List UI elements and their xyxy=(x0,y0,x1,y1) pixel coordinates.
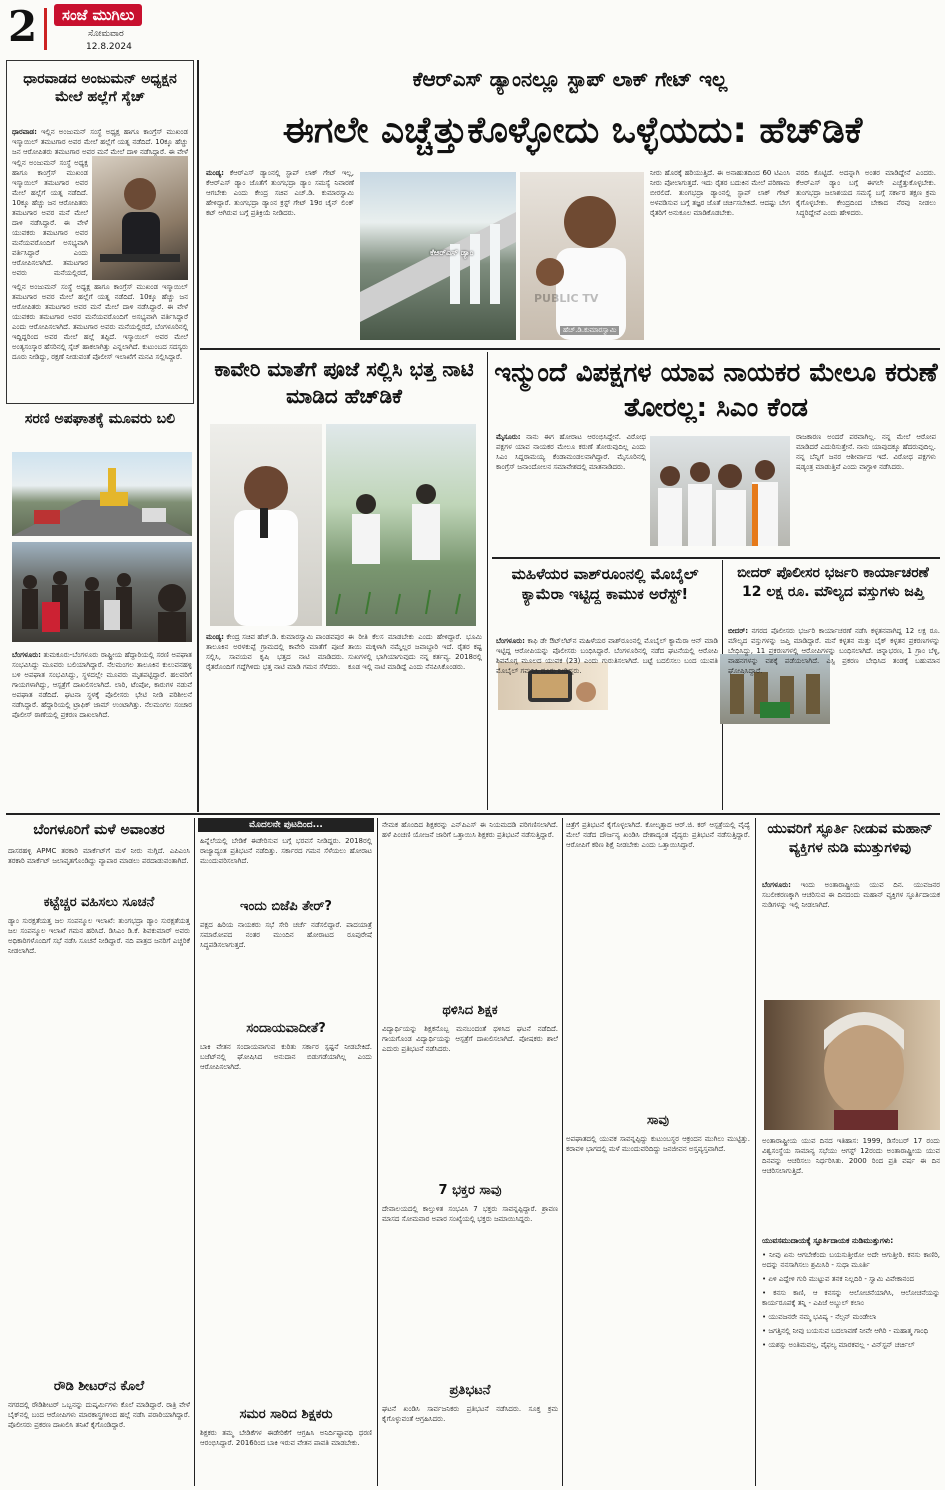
death-body-2: ಅಪಘಾತದಲ್ಲಿ ಯುವಕ ಸಾವನ್ನಪ್ಪಿದ್ದು ಕುಟುಂಬಸ್ಥರ ಆಕ್ರಂದನ ಮುಗಿಲು ಮುಟ್ಟಿತ್ತು. ಕರಾವಳಿ ಭಾಗದಲ್ಲಿ ಮಳೆ ಮುಂದುವರಿದಿದ್ದು ಜನಜೀವನ ಅಸ್ತವ್ಯಸ್ತವಾಗಿದೆ. xyxy=(566,1135,750,1153)
cm-text-1: ನಾನು ಈಗ ಹೋರಾಟ ಆರಂಭಿಸಿದ್ದೇನೆ. ವಿರೋಧ ಪಕ್ಷಗಳ ಯಾವ ನಾಯಕರ ಮೇಲೂ ಕರುಣೆ ತೋರುವುದಿಲ್ಲ ಎಂದು ಸಿಎಂ ಸಿದ್ದರಾಮಯ್ಯ ಕೆಂಡಾಮಂಡಲವಾಗಿದ್ದಾರೆ. ಮೈಸೂರಿನಲ್ಲಿ ಕಾಂಗ್ರೆಸ್ ಜನಾಂದೋಲನ ಸಮಾವೇಶದಲ್ಲಿ ಮಾತನಾಡಿದರು. xyxy=(496,433,646,471)
lead-text-3: ವರದಿ ಕೊಟ್ಟಿದೆ. ಅದನ್ನಾಗಿ ಅಂತರ ಮಾಡಿದ್ದೇನೆ ಎಂದರು. ಕೆಆರ್‌ಎಸ್ ಡ್ಯಾಂ ಬಗ್ಗೆ ಈಗಲೇ ಎಚ್ಚೆತ್ತುಕೊಳ್ಳಬೇಕು. ತುಂಗಭದ್ರಾ ಜಲಾಶಯದ ಸಮಸ್ಯೆ ಬಗ್ಗೆ ಸರ್ಕಾರ ತಕ್ಷಣ ಕ್ರಮ ಕೈಗೊಳ್ಳಬೇಕು. ಕೇಂದ್ರದಿಂದ ಬೇಕಾದ ನೆರವು ನೀಡಲು ಸಿದ್ಧರಿದ್ದೇವೆ ಎಂದು ಹೇಳಿದರು. xyxy=(796,169,936,217)
accident-photo-1 xyxy=(12,452,192,536)
cm-headline: ಇನ್ಮುಂದೆ ವಿಪಕ್ಷಗಳ ಯಾವ ನಾಯಕರ ಮೇಲೂ ಕರುಣೆ ತೋರಲ್ಲ: ಸಿಎಂ ಕೆಂಡ xyxy=(494,358,938,423)
continued-body-2: ಪಕ್ಷದ ಹಿರಿಯ ನಾಯಕರು ಸಭೆ ಸೇರಿ ಚರ್ಚೆ ನಡೆಸಲಿದ್ದಾರೆ. ಪಾದಯಾತ್ರೆ ಸಮಾರೋಪದ ನಂತರ ಮುಂದಿನ ಹೋರಾಟದ ರೂಪುರೇಷೆ ಸಿದ್ಧಪಡಿಸಲಾಗುತ್ತದೆ. xyxy=(200,921,372,949)
dharwad-body-top xyxy=(12,127,188,157)
lead-bottom-rule xyxy=(200,348,940,350)
lead-col-2 xyxy=(650,168,790,344)
accident-dateline: ಬೆಂಗಳೂರು: xyxy=(12,651,41,659)
bottom-divider-1 xyxy=(194,818,195,1486)
camera-dateline: ಬೆಂಗಳೂರು: xyxy=(496,637,525,645)
teacher-sub1: ಥಳಿಸಿದ ಶಿಕ್ಷಕ xyxy=(442,1003,498,1018)
rain-sub2: ರೌಡಿ ಶೀಟರ್‌ನ ಕೊಲೆ xyxy=(53,1379,145,1394)
death-body-1: ಚಿತ್ರೆಗೆ ಪ್ರತಿಭಟನೆ ಕೈಗೊಳ್ಳಲಾಗಿದೆ. ಕೋಲ್ಕತ್ತಾದ ಆರ್.ಜಿ. ಕರ್ ಆಸ್ಪತ್ರೆಯಲ್ಲಿ ವೈದ್ಯೆ ಮೇಲೆ ನಡೆದ ದೌರ್ಜನ್ಯ ಖಂಡಿಸಿ ದೇಶಾದ್ಯಂತ ವೈದ್ಯರು ಪ್ರತಿಭಟನೆ ನಡೆಸುತ್ತಿದ್ದಾರೆ. ಆರೋಪಿಗೆ ಕಠಿಣ ಶಿಕ್ಷೆ ನೀಡಬೇಕು ಎಂದು ಒತ್ತಾಯಿಸಿದ್ದಾರೆ. xyxy=(566,821,750,849)
lead-col-1 xyxy=(206,168,354,344)
cm-photo xyxy=(650,436,790,546)
quote-item: • ಯಶಸ್ಸು ಅಂತಿಮವಲ್ಲ, ವೈಫಲ್ಯ ಮಾರಕವಲ್ಲ - ವಿನ್‌ಸ್ಟನ್ ಚರ್ಚಿಲ್ xyxy=(762,1341,915,1349)
fold-rule xyxy=(6,813,940,815)
sudha-intro xyxy=(762,880,940,996)
continued-sub1: ಇಂದು ಬಿಜೆಪಿ ತೇರ್? xyxy=(240,899,332,914)
bottom-divider-4 xyxy=(755,818,756,1486)
rain-sub2-body: ನಗರದಲ್ಲಿ ರೌಡಿಶೀಟರ್ ಒಬ್ಬನನ್ನು ದುಷ್ಕರ್ಮಿಗಳು ಕೊಲೆ ಮಾಡಿದ್ದಾರೆ. ರಾತ್ರಿ ವೇಳೆ ಬೈಕ್‌ನಲ್ಲಿ ಬಂದ ಆರೋಪಿಗಳು ಮಾರಕಾಸ್ತ್ರಗಳಿಂದ ಹಲ್ಲೆ ನಡೆಸಿ ಪರಾರಿಯಾಗಿದ್ದಾರೆ. ಪೊಲೀಸರು ಪ್ರಕರಣ ದಾಖಲಿಸಿ ತನಿಖೆ ಕೈಗೊಂಡಿದ್ದಾರೆ. xyxy=(8,1401,190,1429)
dam-photo-caption: ಕೆಆರ್‌ಎಸ್ ಡ್ಯಾಂ xyxy=(430,248,474,257)
teacher-body-3: ದೇವಾಲಯದಲ್ಲಿ ಕಾಲ್ತುಳಿತ ಸಂಭವಿಸಿ 7 ಭಕ್ತರು ಸಾವನ್ನಪ್ಪಿದ್ದಾರೆ. ಶ್ರಾವಣ ಮಾಸದ ಸೋಮವಾರ ಅಪಾರ ಸಂಖ್ಯೆಯಲ್ಲಿ ಭಕ್ತರು ಜಮಾಯಿಸಿದ್ದರು. xyxy=(382,1205,558,1223)
teacher-body-1: ನೇಮಕ ಹೊಂದಿದ ಶಿಕ್ಷಕರನ್ನು ಎನ್‌ಪಿಎಸ್ ಈ ನಿಯಮದಡಿ ಪರಿಗಣಿಸಲಾಗಿದೆ. ಹಳೆ ಪಿಂಚಣಿ ಯೋಜನೆ ಜಾರಿಗೆ ಒತ್ತಾಯಿಸಿ ಶಿಕ್ಷಕರು ಪ್ರತಿಭಟನೆ ನಡೆಸುತ್ತಿದ್ದಾರೆ. xyxy=(382,821,558,839)
lead-kicker: ಕೆಆರ್‌ಎಸ್ ಡ್ಯಾಂನಲ್ಲೂ ಸ್ಟಾಪ್ ಲಾಕ್ ಗೇಟ್ ಇಲ್ಲ xyxy=(412,67,728,91)
bidar-headline: ಬೀದರ್ ಪೊಲೀಸರ ಭರ್ಜರಿ ಕಾರ್ಯಾಚರಣೆ 12 ಲಕ್ಷ ರೂ. ಮೌಲ್ಯದ ವಸ್ತುಗಳು ಜಪ್ತಿ xyxy=(737,565,929,600)
cm-bottom-rule xyxy=(492,557,940,559)
accident-headline: ಸರಣಿ ಅಪಘಾತಕ್ಕೆ ಮೂವರು ಬಲಿ xyxy=(24,411,176,427)
sudha-headline: ಯುವರಿಗೆ ಸ್ಫೂರ್ತಿ ನೀಡುವ ಮಹಾನ್ ವ್ಯಕ್ತಿಗಳ ನುಡಿ ಮುತ್ತುಗಳಿವು xyxy=(767,821,933,856)
bottom-divider-3 xyxy=(562,818,563,1486)
hdk-photo-caption: ಹೆಚ್.ಡಿ.ಕುಮಾರಸ್ವಾಮಿ xyxy=(560,326,619,335)
sudha-quotes-list xyxy=(762,1250,940,1486)
accident-photo-2 xyxy=(12,542,192,642)
continued-body-4: ಶಿಕ್ಷಕರು ತಮ್ಮ ಬೇಡಿಕೆಗಳ ಈಡೇರಿಕೆಗೆ ಆಗ್ರಹಿಸಿ ಅನಿರ್ದಿಷ್ಟಾವಧಿ ಧರಣಿ ಆರಂಭಿಸಿದ್ದಾರೆ. 2016ರಿಂದ ಬಾಕಿ ಇರುವ ವೇತನ ಪಾವತಿ ಮಾಡಬೇಕು. xyxy=(200,1429,372,1447)
camera-body xyxy=(496,636,718,810)
cauvery-photo-2 xyxy=(326,424,476,626)
road-scene-icon xyxy=(12,452,192,536)
cauvery-divider xyxy=(487,352,488,810)
death-sub1: ಸಾವು xyxy=(646,1113,670,1128)
teacher-sub3: ಪ್ರತಿಭಟನೆ xyxy=(449,1383,491,1398)
page-number: 2 xyxy=(8,2,38,51)
quote-item: • ನೀವು ಏನು ಆಗಬೇಕೆಂದು ಬಯಸುತ್ತೀರೋ ಅದೇ ಆಗುತ್ತೀರಿ. ಕನಸು ಕಾಣಿರಿ, ಅದನ್ನು ನನಸಾಗಿಸಲು ಶ್ರಮಿಸಿರಿ - ಸುಧಾ ಮೂರ್ತಿ xyxy=(762,1251,940,1269)
cauvery-headline: ಕಾವೇರಿ ಮಾತೆಗೆ ಪೂಜೆ ಸಲ್ಲಿಸಿ ಭತ್ತ ನಾಟಿ ಮಾಡಿದ ಹೆಚ್‌ಡಿಕೆ xyxy=(214,357,474,408)
sudha-history: ಅಂತಾರಾಷ್ಟ್ರೀಯ ಯುವ ದಿನದ ಇತಿಹಾಸ: 1999, ಡಿಸೆಂಬರ್ 17 ರಂದು ವಿಶ್ವಸಂಸ್ಥೆಯ ಸಾಮಾನ್ಯ ಸಭೆಯು ಆಗಸ್ಟ್ 12ರಂದು ಅಂತಾರಾಷ್ಟ್ರೀಯ ಯುವ ದಿನವನ್ನು ಆಚರಿಸಲು ನಿರ್ಧರಿಸಿತು. 2000 ರಿಂದ ಪ್ರತಿ ವರ್ಷ ಈ ದಿನ ಆಚರಿಸಲಾಗುತ್ತಿದೆ. xyxy=(762,1137,940,1175)
cm-col-1 xyxy=(496,432,646,552)
cauvery-photo-1 xyxy=(210,424,322,626)
teacher-sub2: 7 ಭಕ್ತರ ಸಾವು xyxy=(438,1183,502,1198)
speaker-mic-icon xyxy=(210,424,322,626)
bottom-divider-2 xyxy=(377,818,378,1486)
leaders-icon xyxy=(650,436,790,546)
lead-dam-photo xyxy=(360,172,516,340)
masthead-day: ಸೋಮವಾರ xyxy=(88,29,124,39)
lead-text-2: ನೀರು ಹೊರಕ್ಕೆ ಹರಿಯುತ್ತಿದೆ. ಈ ಅನಾಹುತದಿಂದ 60 ಟಿಎಂಸಿ ನೀರು ಪೋಲಾಗುತ್ತದೆ. ಇದು ರೈತರ ಬದುಕಿನ ಮೇಲೆ ಪರಿಣಾಮ ಬೀರಲಿದೆ. ತುಂಗಭದ್ರಾ ಡ್ಯಾಂನಲ್ಲಿ ಸ್ಟಾಪ್ ಲಾಕ್ ಗೇಟ್ ಅಳವಡಿಸುವ ಬಗ್ಗೆ ತಜ್ಞರ ಜೊತೆ ಚರ್ಚಿಸಬೇಕಿದೆ. ಆದಷ್ಟು ಬೇಗ ರೈತರಿಗೆ ಅನುಕೂಲ ಮಾಡಿಕೊಡಬೇಕು. xyxy=(650,169,790,217)
rain-sub1-body: ಡ್ಯಾಂ ಸುರಕ್ಷತೆಯತ್ತ ಜಲ ಸಂಪನ್ಮೂಲ ಇಲಾಖೆ: ತುಂಗಭದ್ರಾ ಡ್ಯಾಂ ಸುರಕ್ಷತೆಯತ್ತ ಜಲ ಸಂಪನ್ಮೂಲ ಇಲಾಖೆ ಗಮನ ಹರಿಸಿದೆ. ಡಿಸಿಎಂ ಡಿ.ಕೆ. ಶಿವಕುಮಾರ್ ಅವರು ಅಧಿಕಾರಿಗಳೊಂದಿಗೆ ಸಭೆ ನಡೆಸಿ ಸೂಚನೆ ನೀಡಿದ್ದಾರೆ. ನದಿ ಪಾತ್ರದ ಜನರಿಗೆ ಎಚ್ಚರಿಕೆ ನೀಡಲಾಗಿದೆ. xyxy=(8,917,190,955)
dharwad-text-c: ಇಲ್ಲಿನ ಅಂಜುಮನ್ ಸಂಸ್ಥೆ ಅಧ್ಯಕ್ಷ ಹಾಗೂ ಕಾಂಗ್ರೆಸ್ ಮುಖಂಡ ಇಸ್ಮಾಯಿಲ್ ತಮಟಗಾರ ಅವರ ಮೇಲೆ ಹಲ್ಲೆಗೆ ಯತ್ನ ನಡೆದಿದೆ. 10ಕ್ಕೂ ಹೆಚ್ಚು ಜನ ಆರೋಪಿತರು ತಮಟಗಾರ ಅವರ ಮನೆ ಮೇಲೆ ದಾಳಿ ನಡೆಸಿದ್ದಾರೆ. ಈ ವೇಳೆ ಯುವಕರು ತಮಟಗಾರ ಅವರ ಮನೆಯವರೊಂದಿಗೆ ಅಸಭ್ಯವಾಗಿ ವರ್ತಿಸಿದ್ದಾರೆ ಎಂದು ಆರೋಪಿಸಲಾಗಿದೆ. ತಮಟಗಾರ ಅವರು ಮನೆಯಲ್ಲಿರದೆ, ಬೆಂಗಳೂರಿನಲ್ಲಿ ಇದ್ದಿದ್ದರಿಂದ ಅವರ ಮೇಲೆ ಹಲ್ಲೆ ತಪ್ಪಿದೆ. ಇಸ್ಮಾಯಿಲ್ ಅವರ ಮೇಲೆ ಅಂತ್ಯಸಂಸ್ಕಾರ ಹೆಸರಿನಲ್ಲಿ ಸ್ಕೆಚ್ ಹಾಕಲಾಗಿತ್ತು ಎನ್ನಲಾಗಿದೆ. ಕುಟುಂಬದ ಸದಸ್ಯರು ದೂರು ನೀಡಿದ್ದು, ರಕ್ಷಣೆ ನೀಡುವಂತೆ ಪೊಲೀಸ್ ಇಲಾಖೆಗೆ ಮನವಿ ಸಲ್ಲಿಸಿದ್ದಾರೆ. xyxy=(12,283,188,361)
continued-sub2: ಸಂದಾಯವಾದೀತೆ? xyxy=(246,1021,326,1036)
dharwad-dateline: ಧಾರವಾಡ: xyxy=(12,128,37,136)
accident-body xyxy=(12,650,192,806)
cauvery-text-2: ಈ ರೀತಿ ಕೆಲಸ ಮಾಡಬೇಕು ಎಂದು ಹೇಳಿದ್ದಾರೆ. ಭೂಮಿ ತಾಯಿ ಮಕ್ಕಳಾಗಿ ನಮ್ಮೆಲ್ಲರ ಜವಾಬ್ದಾರಿ ಇದೆ. ರೈತರ ಕಷ್ಟ ಸುಖಗಳಲ್ಲಿ ಭಾಗಿಯಾಗುವುದು ನನ್ನ ಕರ್ತವ್ಯ. 2018ರಲ್ಲಿ ಕೂಡ ಇಲ್ಲಿ ನಾಟಿ ಮಾಡಿದ್ದೆ ಎಂದು ನೆನಪಿಸಿಕೊಂಡರು. xyxy=(348,633,482,671)
cm-text-2: ರಾಜಕಾರಣ ಅಂದರೆ ಪರವಾಗಿಲ್ಲ. ನನ್ನ ಮೇಲೆ ಆರೋಪ ಮಾಡಿದರೆ ಎದುರಿಸುತ್ತೇನೆ. ನಾನು ಯಾವುದಕ್ಕೂ ಹೆದರುವುದಿಲ್ಲ. ನನ್ನ ಬೆನ್ನಿಗೆ ಜನರ ಆಶೀರ್ವಾದ ಇದೆ. ವಿರೋಧ ಪಕ್ಷಗಳು ಷಡ್ಯಂತ್ರ ಮಾಡುತ್ತಿವೆ ಎಂದು ವಾಗ್ದಾಳಿ ನಡೆಸಿದರು. xyxy=(796,433,936,471)
quote-item: • ಯುವಜನರೇ ನಮ್ಮ ಭವಿಷ್ಯ - ನೆಲ್ಸನ್ ಮಂಡೇಲಾ xyxy=(762,1313,877,1321)
cm-col-2 xyxy=(796,432,936,552)
masthead-divider xyxy=(44,8,47,50)
teacher-body-2: ವಿದ್ಯಾರ್ಥಿಯನ್ನು ಶಿಕ್ಷಕನೊಬ್ಬ ಮನಬಂದಂತೆ ಥಳಿಸಿದ ಘಟನೆ ನಡೆದಿದೆ. ಗಾಯಗೊಂಡ ವಿದ್ಯಾರ್ಥಿಯನ್ನು ಆಸ್ಪತ್ರೆಗೆ ದಾಖಲಿಸಲಾಗಿದೆ. ಪೋಷಕರು ಶಾಲೆ ಎದುರು ಪ್ರತಿಭಟನೆ ನಡೆಸಿದರು. xyxy=(382,1025,558,1053)
camera-headline: ಮಹಿಳೆಯರ ವಾಶ್‌ರೂಂನಲ್ಲಿ ಮೊಬೈಲ್ ಕ್ಯಾಮೆರಾ ಇಟ್ಟಿದ್ದ ಕಾಮುಕ ಅರೆಸ್ಟ್! xyxy=(511,565,699,603)
quote-text: ನೀವು ಏನು ಆಗಬೇಕೆಂದು ಬಯಸುತ್ತೀರೋ ಅದೇ ಆಗುತ್ತೀರಿ. ಕನಸು ಕಾಣಿರಿ, ಅದನ್ನು ನನಸಾಗಿಸಲು ಶ್ರಮಿಸಿರಿ - ಸುಧಾ ಮೂರ್ತಿ xyxy=(762,1251,940,1269)
quote-text: ಯಶಸ್ಸು ಅಂತಿಮವಲ್ಲ, ವೈಫಲ್ಯ ಮಾರಕವಲ್ಲ - ವಿನ್‌ಸ್ಟನ್ ಚರ್ಚಿಲ್ xyxy=(768,1341,915,1349)
quote-item: • ಏಳಿ ಎದ್ದೇಳಿ ಗುರಿ ಮುಟ್ಟುವ ತನಕ ನಿಲ್ಲದಿರಿ - ಸ್ವಾಮಿ ವಿವೇಕಾನಂದ xyxy=(762,1275,914,1283)
continued-body-3: ಬಾಕಿ ವೇತನ ಸಂದಾಯವಾಗುವ ಕುರಿತು ಸರ್ಕಾರ ಸ್ಪಷ್ಟನೆ ನೀಡಬೇಕಿದೆ. ಬಜೆಟ್‌ನಲ್ಲಿ ಘೋಷಿಸಿದ ಅನುದಾನ ಬಿಡುಗಡೆಯಾಗಿಲ್ಲ ಎಂದು ಆರೋಪಿಸಲಾಗಿದೆ. xyxy=(200,1043,372,1071)
sudha-quotes-title: ಯುವಸಮುದಾಯಕ್ಕೆ ಸ್ಫೂರ್ತಿದಾಯಕ ನುಡಿಮುತ್ತುಗಳು: xyxy=(762,1236,894,1245)
continued-sub3: ಸಮರ ಸಾರಿದ ಶಿಕ್ಷಕರು xyxy=(239,1407,333,1422)
quote-text: ಜಗತ್ತಿನಲ್ಲಿ ನೀವು ಬಯಸುವ ಬದಲಾವಣೆ ನೀವೇ ಆಗಿರಿ - ಮಹಾತ್ಮ ಗಾಂಧಿ xyxy=(768,1327,929,1335)
lead-dateline: ಮಂಡ್ಯ: xyxy=(206,169,224,177)
rain-headline: ಬೆಂಗಳೂರಿಗೆ ಮಳೆ ಅವಾಂತರ xyxy=(33,822,165,838)
rain-intro: ದಾಸರಹಳ್ಳಿ APMC ತರಕಾರಿ ಮಾರ್ಕೆಟ್‌ಗೆ ಮಳೆ ನೀರು ನುಗ್ಗಿದೆ. ಎಪಿಎಂಸಿ ತರಕಾರಿ ಮಾರ್ಕೆಟ್ ಜಲಾವೃತಗೊಂಡಿದ್ದು ವ್ಯಾಪಾರ ಮಾಡಲು ಪರದಾಡುವಂತಾಗಿದೆ. xyxy=(8,847,190,865)
camera-text: ಕಾಫಿ ಡೇ ಔಟ್‌ಲೆಟ್‌ನ ಮಹಿಳೆಯರ ವಾಶ್‌ರೂಂನಲ್ಲಿ ಮೊಬೈಲ್ ಕ್ಯಾಮೆರಾ ಆನ್ ಮಾಡಿ ಇಟ್ಟಿದ್ದ ಆರೋಪಿಯನ್ನು ಪೊಲೀಸರು ಬಂಧಿಸಿದ್ದಾರೆ. ಬೆಂಗಳೂರಿನಲ್ಲಿ ನಡೆದ ಘಟನೆಯಲ್ಲಿ ಆರೋಪಿ ಶಿವಮೊಗ್ಗ ಮೂಲದ ಯುವಕ (23) ಎಂದು ಗುರುತಿಸಲಾಗಿದೆ. ಬಟ್ಟೆ ಬದಲಿಸಲು ಬಂದ ಯುವತಿ ಮೊಬೈಲ್ ಗಮನಿಸಿ ದೂರು ನೀಡಿದ್ದರು. xyxy=(496,637,718,675)
dharwad-headline: ಧಾರವಾಡದ ಅಂಜುಮನ್ ಅಧ್ಯಕ್ಷನ ಮೇಲೆ ಹಲ್ಲೆಗೆ ಸ್ಕೆಚ್ xyxy=(23,71,177,105)
masthead xyxy=(0,0,945,58)
hdk-photo-watermark: PUBLIC TV xyxy=(534,292,599,305)
continued-strip xyxy=(198,818,374,832)
portrait-icon xyxy=(764,1000,940,1130)
accident-text: ತುಮಕೂರು-ಬೆಂಗಳೂರು ರಾಷ್ಟ್ರೀಯ ಹೆದ್ದಾರಿಯಲ್ಲಿ ಸರಣಿ ಅಪಘಾತ ಸಂಭವಿಸಿದ್ದು ಮೂವರು ಬಲಿಯಾಗಿದ್ದಾರೆ. ನೆಲಮಂಗಲ ತಾಲೂಕಿನ ಕುಲುವನಹಳ್ಳಿ ಬಳಿ ಅಪಘಾತ ಸಂಭವಿಸಿದ್ದು, ಸ್ಥಳದಲ್ಲೇ ಮೂವರು ಮೃತಪಟ್ಟಿದ್ದಾರೆ. ಹಲವರಿಗೆ ಗಾಯಗಳಾಗಿದ್ದು, ಆಸ್ಪತ್ರೆಗೆ ದಾಖಲಿಸಲಾಗಿದೆ. ಲಾರಿ, ಟೆಂಪೋ, ಕಾರುಗಳ ನಡುವೆ ಅಪಘಾತ ನಡೆದಿದೆ. ಘಟನಾ ಸ್ಥಳಕ್ಕೆ ಪೊಲೀಸರು ಭೇಟಿ ನೀಡಿ ಪರಿಶೀಲನೆ ನಡೆಸಿದ್ದಾರೆ. ಹೆದ್ದಾರಿಯಲ್ಲಿ ಟ್ರಾಫಿಕ್ ಜಾಮ್ ಉಂಟಾಗಿತ್ತು. ನೆಲಮಂಗಲ ಸಂಚಾರ ಪೊಲೀಸ್ ಠಾಣೆಯಲ್ಲಿ ಪ್ರಕರಣ ದಾಖಲಾಗಿದೆ. xyxy=(12,651,192,719)
column-divider xyxy=(197,60,199,812)
cauvery-dateline: ಮಂಡ್ಯ: xyxy=(206,633,224,641)
lead-col-3 xyxy=(796,168,936,344)
lead-text-1: ಕೆಆರ್‌ಎಸ್ ಡ್ಯಾಂನಲ್ಲಿ ಸ್ಟಾಪ್ ಲಾಕ್ ಗೇಟ್ ಇಲ್ಲ, ಕೆಆರ್‌ಎಸ್ ಡ್ಯಾಂ ಜೊತೆಗೆ ತುಂಗಭದ್ರಾ ಡ್ಯಾಂ ಸಮಸ್ಯೆ ನಿವಾರಣೆ ಆಗಬೇಕು ಎಂದು ಕೇಂದ್ರ ಸಚಿವ ಎಚ್.ಡಿ. ಕುಮಾರಸ್ವಾಮಿ ಹೇಳಿದ್ದಾರೆ. ತುಂಗಭದ್ರಾ ಡ್ಯಾಂನ ಕ್ರಸ್ಟ್ ಗೇಟ್ 19ರ ಚೈನ್ ಲಿಂಕ್ ಕಟ್ ಆಗಿರುವ ಬಗ್ಗೆ ಪ್ರತಿಕ್ರಿಯೆ ನೀಡಿದರು. xyxy=(206,169,354,217)
crowd-icon xyxy=(12,542,192,642)
continued-body-1: ಹಿನ್ನೆಲೆಯಲ್ಲಿ ಬೇಡಿಕೆ ಈಡೇರಿಸುವ ಬಗ್ಗೆ ಭರವಸೆ ನೀಡಿದ್ದರು. 2018ರಲ್ಲಿ ರಾಜ್ಯಾದ್ಯಂತ ಪ್ರತಿಭಟನೆ ನಡೆದಿತ್ತು. ಸರ್ಕಾರದ ಗಮನ ಸೆಳೆಯಲು ಹೋರಾಟ ಮುಂದುವರಿಸಲಾಗಿದೆ. xyxy=(200,837,372,865)
quote-item: • ಜಗತ್ತಿನಲ್ಲಿ ನೀವು ಬಯಸುವ ಬದಲಾವಣೆ ನೀವೇ ಆಗಿರಿ - ಮಹಾತ್ಮ ಗಾಂಧಿ xyxy=(762,1327,929,1335)
sudha-dateline: ಬೆಂಗಳೂರು: xyxy=(762,881,791,889)
dharwad-body xyxy=(12,158,88,278)
masthead-date: 12.8.2024 xyxy=(86,42,132,52)
dharwad-text-b: ಇಲ್ಲಿನ ಅಂಜುಮನ್ ಸಂಸ್ಥೆ ಅಧ್ಯಕ್ಷ ಹಾಗೂ ಕಾಂಗ್ರೆಸ್ ಮುಖಂಡ ಇಸ್ಮಾಯಿಲ್ ತಮಟಗಾರ ಅವರ ಮೇಲೆ ಹಲ್ಲೆಗೆ ಯತ್ನ ನಡೆದಿದೆ. 10ಕ್ಕೂ ಹೆಚ್ಚು ಜನ ಆರೋಪಿತರು ತಮಟಗಾರ ಅವರ ಮನೆ ಮೇಲೆ ದಾಳಿ ನಡೆಸಿದ್ದಾರೆ. ಈ ವೇಳೆ ಯುವಕರು ತಮಟಗಾರ ಅವರ ಮನೆಯವರೊಂದಿಗೆ ಅಸಭ್ಯವಾಗಿ ವರ್ತಿಸಿದ್ದಾರೆ ಎಂದು ಆರೋಪಿಸಲಾಗಿದೆ. ತಮಟಗಾರ ಅವರು ಮನೆಯಲ್ಲಿರದೆ, xyxy=(12,159,88,277)
bidar-body xyxy=(728,626,940,810)
cauvery-col-1 xyxy=(206,632,344,808)
teacher-body-4: ಘಟನೆ ಖಂಡಿಸಿ ಸಾರ್ವಜನಿಕರು ಪ್ರತಿಭಟನೆ ನಡೆಸಿದರು. ಸೂಕ್ತ ಕ್ರಮ ಕೈಗೊಳ್ಳುವಂತೆ ಆಗ್ರಹಿಸಿದರು. xyxy=(382,1405,558,1423)
dharwad-photo xyxy=(92,156,188,280)
person-photo-icon xyxy=(92,156,188,280)
quote-text: ಯುವಜನರೇ ನಮ್ಮ ಭವಿಷ್ಯ - ನೆಲ್ಸನ್ ಮಂಡೇಲಾ xyxy=(768,1313,877,1321)
lead-headline: ಈಗಲೇ ಎಚ್ಚೆತ್ತುಕೊಳ್ಳೋದು ಒಳ್ಳೆಯದು: ಹೆಚ್‌ಡಿಕೆ xyxy=(282,110,863,151)
bidar-dateline: ಬೀದರ್: xyxy=(728,627,749,635)
lead-hdk-photo xyxy=(520,172,644,340)
quote-text: ಏಳಿ ಎದ್ದೇಳಿ ಗುರಿ ಮುಟ್ಟುವ ತನಕ ನಿಲ್ಲದಿರಿ - ಸ್ವಾಮಿ ವಿವೇಕಾನಂದ xyxy=(768,1275,914,1283)
cauvery-text-1: ಕೇಂದ್ರ ಸಚಿವ ಹೆಚ್.ಡಿ. ಕುಮಾರಸ್ವಾಮಿ ಪಾಂಡವಪುರ ತಾಲೂಕಿನ ಅರಳಕುಪ್ಪೆ ಗ್ರಾಮದಲ್ಲಿ ಕಾವೇರಿ ಮಾತೆಗೆ ಪೂಜೆ ಸಲ್ಲಿಸಿ, ಸಾವಯವ ಕೃಷಿ ಭತ್ತದ ನಾಟಿ ಮಾಡಿದರು. ರೈತರೊಂದಿಗೆ ಗದ್ದೆಗಿಳಿದು ಭತ್ತ ನಾಟಿ ಮಾಡಿ ಗಮನ ಸೆಳೆದರು. xyxy=(206,633,344,671)
rain-sub1: ಕಟ್ಟೆಚ್ಚರ ವಹಿಸಲು ಸೂಚನೆ xyxy=(43,895,155,910)
sudha-intro-text: ಇಂದು ಅಂತಾರಾಷ್ಟ್ರೀಯ ಯುವ ದಿನ. ಯುವಜನರ ಸಬಲೀಕರಣಕ್ಕಾಗಿ ಆಚರಿಸುವ ಈ ದಿನದಂದು ಮಹಾನ್ ವ್ಯಕ್ತಿಗಳ ಸ್ಫೂರ್ತಿದಾಯಕ ನುಡಿಗಳನ್ನು ಇಲ್ಲಿ ನೀಡಲಾಗಿದೆ. xyxy=(762,881,940,909)
quote-text: ಕನಸು ಕಾಣಿ, ಆ ಕನಸನ್ನು ಆಲೋಚನೆಯಾಗಿಸಿ, ಆಲೋಚನೆಯನ್ನು ಕಾರ್ಯರೂಪಕ್ಕೆ ತನ್ನಿ - ಎಪಿಜೆ ಅಬ್ದುಲ್ ಕಲಾಂ xyxy=(762,1289,940,1307)
cm-dateline: ಮೈಸೂರು: xyxy=(496,433,521,441)
cauvery-col-2 xyxy=(348,632,482,808)
paddy-field-icon xyxy=(326,424,476,626)
dharwad-text-a: ಇಲ್ಲಿನ ಅಂಜುಮನ್ ಸಂಸ್ಥೆ ಅಧ್ಯಕ್ಷ ಹಾಗೂ ಕಾಂಗ್ರೆಸ್ ಮುಖಂಡ ಇಸ್ಮಾಯಿಲ್ ತಮಟಗಾರ ಅವರ ಮೇಲೆ ಹಲ್ಲೆಗೆ ಯತ್ನ ನಡೆದಿದೆ. 10ಕ್ಕೂ ಹೆಚ್ಚು ಜನ ಆರೋಪಿತರು ತಮಟಗಾರ ಅವರ ಮನೆ ಮೇಲೆ ದಾಳಿ ನಡೆಸಿದ್ದಾರೆ. ಈ ವೇಳೆ xyxy=(12,128,188,156)
sudha-photo xyxy=(764,1000,940,1130)
paper-name: ಸಂಜೆ ಮುಗಿಲು xyxy=(62,6,135,24)
bidar-text: ನಗರದ ಪೊಲೀಸರು ಭರ್ಜರಿ ಕಾರ್ಯಾಚರಣೆ ನಡೆಸಿ ಕಳ್ಳತನವಾಗಿದ್ದ 12 ಲಕ್ಷ ರೂ. ಮೌಲ್ಯದ ವಸ್ತುಗಳನ್ನು ಜಪ್ತಿ ಮಾಡಿದ್ದಾರೆ. ಮನೆ ಕಳ್ಳತನ ಮತ್ತು ಬೈಕ್ ಕಳ್ಳತನ ಪ್ರಕರಣಗಳನ್ನು ಬೇಧಿಸಿದ್ದು, 11 ಪ್ರಕರಣಗಳಲ್ಲಿ ಆರೋಪಿಗಳನ್ನು ಬಂಧಿಸಲಾಗಿದೆ. ಚಿನ್ನಾಭರಣ, 1 ಗ್ರಾಂ ಬೆಳ್ಳಿ, ವಾಹನಗಳನ್ನು ವಶಕ್ಕೆ ಪಡೆಯಲಾಗಿದೆ. ಎಸ್ಪಿ ಪ್ರಕರಣ ಬೇಧಿಸಿದ ತಂಡಕ್ಕೆ ಬಹುಮಾನ ಘೋಷಿಸಿದ್ದಾರೆ. xyxy=(728,627,940,675)
dharwad-body-bottom xyxy=(12,282,188,394)
paper-logo xyxy=(54,4,142,26)
speaker-icon xyxy=(520,172,644,340)
quote-item: • ಕನಸು ಕಾಣಿ, ಆ ಕನಸನ್ನು ಆಲೋಚನೆಯಾಗಿಸಿ, ಆಲೋಚನೆಯನ್ನು ಕಾರ್ಯರೂಪಕ್ಕೆ ತನ್ನಿ - ಎಪಿಜೆ ಅಬ್ದುಲ್ ಕಲಾಂ xyxy=(762,1289,940,1307)
continued-strip-label: ಮೊದಲನೇ ಪುಟದಿಂದ... xyxy=(249,820,323,830)
